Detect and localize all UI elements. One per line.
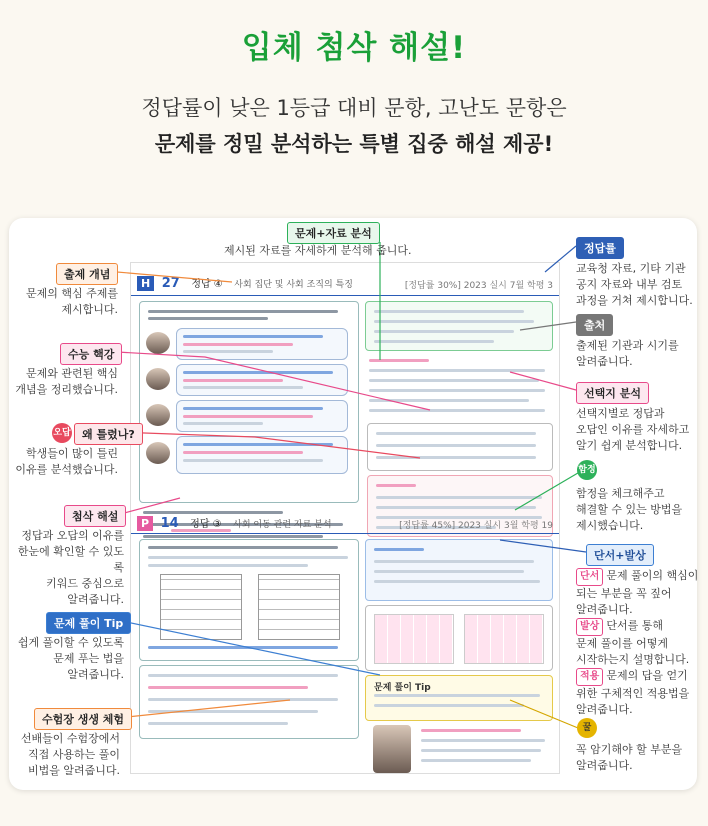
tip-box-label: 문제 풀이 Tip (374, 683, 431, 693)
desc-data-analysis: 제시된 자료를 자세하게 분석해 줍니다. (224, 244, 412, 257)
hero-title: 입체 첨삭 해설! (241, 30, 467, 66)
desc-exam-experience: 선배들이 수험장에서 직접 사용하는 풀이 비법을 알려줍니다. (20, 732, 120, 777)
label-core-lecture: 수능 핵강 (60, 343, 122, 365)
hero-subtitle-2: 문제를 정밀 분석하는 특별 집중 해설 제공! (154, 132, 554, 156)
wrong-answer-icon: 오답 (52, 423, 72, 443)
question-number: 14 (160, 516, 179, 531)
label-why-wrong: 왜 틀렸나? (74, 423, 143, 445)
label-exam-concept: 출제 개념 (56, 263, 118, 285)
clue-text: 문제 풀이의 핵심이 되는 부분을 꼭 짚어 알려줍니다. (576, 569, 699, 616)
clue-item-3 (576, 668, 700, 718)
clue-text: 단서를 통해 문제 풀이를 어떻게 시작하는지 설명합니다. (576, 619, 690, 666)
label-choice-analysis: 선택지 분석 (576, 382, 649, 404)
section-tag: H (137, 276, 154, 291)
trap-icon: 함정 (577, 460, 597, 480)
clue-item-2 (576, 618, 700, 668)
answer-label: 정답 ④ (191, 279, 223, 290)
topic-label: 사회 이동 관련 자료 분석 (233, 520, 332, 530)
label-correction: 첨삭 해설 (64, 505, 126, 527)
answer-label: 정답 ③ (190, 519, 222, 530)
desc-choice-analysis: 선택지별로 정답과 오답인 이유를 자세하고 알기 쉽게 분석합니다. (576, 407, 690, 452)
desc-solving-tip: 쉽게 풀이할 수 있도록 문제 푸는 법을 알려줍니다. (17, 636, 124, 681)
clue-tag: 단서 (576, 568, 603, 586)
label-source: 출처 (576, 314, 613, 336)
desc-source: 출제된 기관과 시기를 알려줍니다. (576, 339, 679, 368)
label-exam-experience: 수험장 생생 체험 (34, 708, 132, 730)
desc-correction: 정답과 오답의 이유를 한눈에 확인할 수 있도록 키워드 중심으로 알려줍니다. (17, 529, 124, 606)
label-accuracy: 정답률 (576, 237, 624, 259)
desc-trap: 함정을 체크해주고 해결할 수 있는 방법을 제시했습니다. (576, 487, 683, 532)
apply-tag: 적용 (576, 668, 603, 686)
topic-label: 사회 집단 및 사회 조직의 특징 (234, 280, 353, 290)
desc-accuracy: 교육청 자료, 기타 기관 공지 자료와 내부 검토 과정을 거쳐 제시합니다. (576, 262, 693, 307)
accuracy-meta: [정답률 45%] 2023 실시 3월 학평 19 (399, 521, 553, 531)
label-data-analysis: 문제+자료 분석 (287, 222, 380, 244)
section-tag: P (137, 516, 153, 531)
desc-exam-concept: 문제의 핵심 주제를 제시합니다. (25, 287, 118, 316)
honey-icon: 꿀 (577, 718, 597, 738)
clue-text: 문제의 답을 얻기 위한 구체적인 적용법을 알려줍니다. (576, 669, 690, 716)
desc-why-wrong: 학생들이 많이 틀린 이유를 분석했습니다. (15, 447, 118, 476)
idea-tag: 발상 (576, 618, 603, 636)
desc-core-lecture: 문제와 관련된 핵심 개념을 정리했습니다. (15, 367, 118, 396)
hero-subtitle-1: 정답률이 낮은 1등급 대비 문항, 고난도 문항은 (141, 96, 567, 120)
label-clue-idea: 단서+발상 (586, 544, 654, 566)
accuracy-meta: [정답률 30%] 2023 실시 7월 학평 3 (404, 281, 553, 291)
question-number: 27 (161, 276, 180, 291)
clue-item-1 (576, 568, 700, 618)
desc-honey: 꼭 암기해야 할 부분을 알려줍니다. (576, 743, 683, 772)
label-solving-tip: 문제 풀이 Tip (46, 612, 131, 634)
